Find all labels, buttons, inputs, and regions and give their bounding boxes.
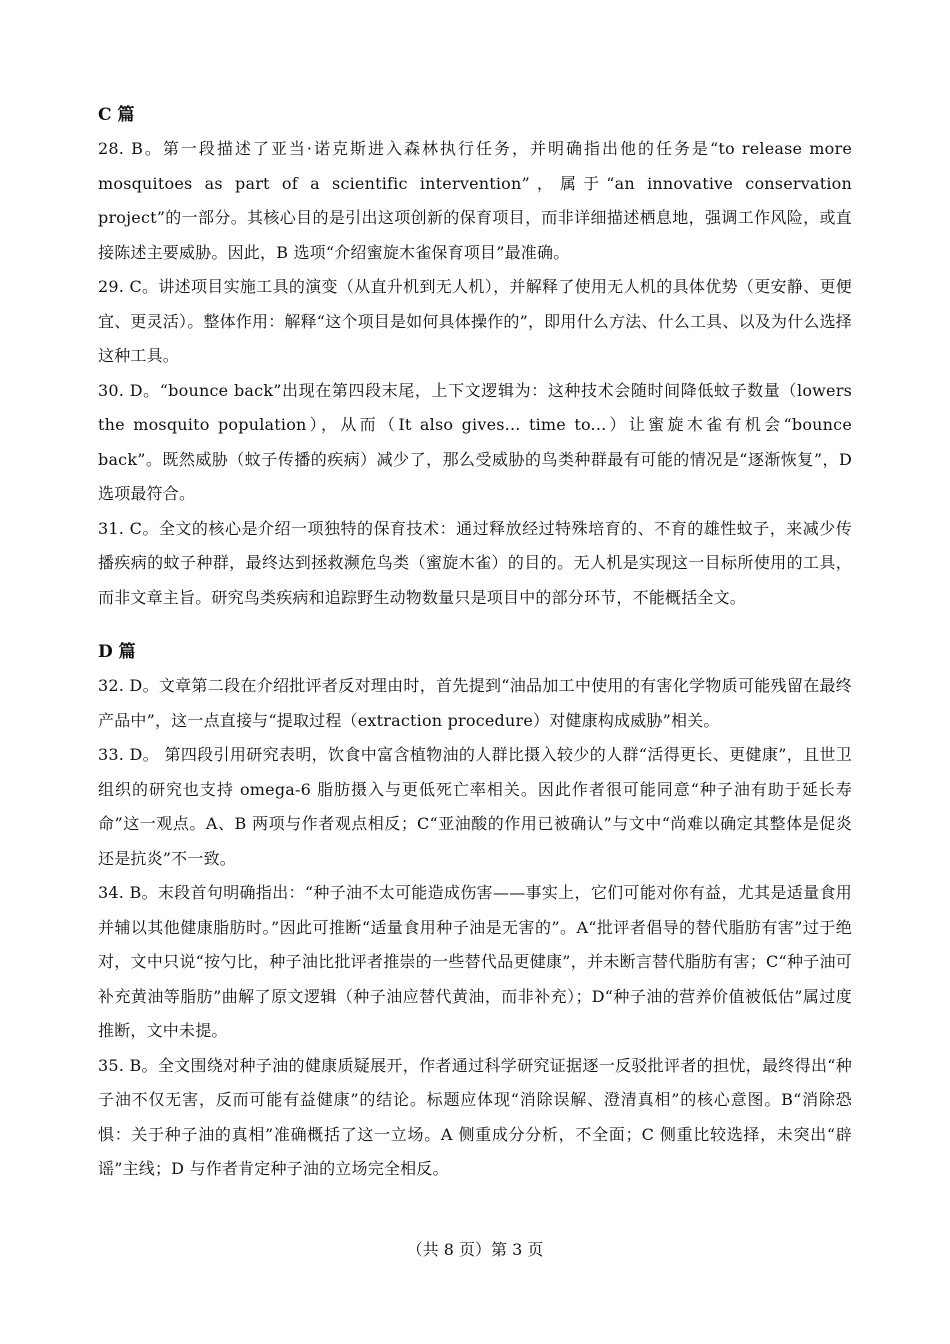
answer-explanations [98,98,852,1187]
page-footer: （共 8 页）第 3 页 [406,1240,544,1259]
section-title: C 篇 [98,105,135,125]
answer-30: 30. D。“bounce back”出现在第四段末尾，上下文逻辑为：这种技术会随时间降低蚊子数量（lowers the mosquito population），从而（It also gives... time to...）让蜜旋木雀有机会“bounce back”。既然威胁（蚊子传播的疾病）减少了，那么受威胁的鸟类种群最有可能的情况是“逐渐恢复”，D 选项最符合。 [98,380,852,503]
answer-29: 29. C。讲述项目实施工具的演变（从直升机到无人机），并解释了使用无人机的具体优势（更安静、更便宜、更灵活）。整体作用：解释“这个项目是如何具体操作的”，即用什么方法、什么工具、以及为什么选择这种工具。 [98,277,852,365]
answer-31: 31. C。全文的核心是介绍一项独特的保育技术：通过释放经过特殊培育的、不育的雄性蚊子，来减少传播疾病的蚊子种群，最终达到拯救濒危鸟类（蜜旋木雀）的目的。无人机是实现这一目标所使用的工具，而非文章主旨。研究鸟类疾病和追踪野生动物数量只是项目中的部分环节，不能概括全文。 [98,518,852,607]
answer-33: 33. D。 第四段引用研究表明，饮食中富含植物油的人群比摄入较少的人群“活得更长、更健康”，且世卫组织的研究也支持 omega-6 脂肪摄入与更低死亡率相关。因此作者很可能同意“种子油有助于延长寿命”这一观点。A、B 两项与作者观点相反；C“亚油酸的作用已被确认”与文中“尚难以确定其整体是促炎还是抗炎”不一致。 [98,745,852,868]
section-d [98,635,852,1187]
section-title: D 篇 [98,642,136,662]
answer-32: 32. D。文章第二段在介绍批评者反对理由时，首先提到“油品加工中使用的有害化学物质可能残留在最终产品中”，这一点直接与“提取过程（extraction procedure）对健康构成威胁”相关。 [98,676,852,730]
section-divider [98,615,852,635]
answer-34: 34. B。末段首句明确指出：“种子油不太可能造成伤害——事实上，它们可能对你有益，尤其是适量食用并辅以其他健康脂肪时。”因此可推断“适量食用种子油是无害的”。A“批评者倡导的替代脂肪有害”过于绝对，文中只说“按勺比，种子油比批评者推崇的一些替代品更健康”，并未断言替代脂肪有害；C“种子油可补充黄油等脂肪”曲解了原文逻辑（种子油应替代黄油，而非补充）；D“种子油的营养价值被低估”属过度推断，文中未提。 [98,883,852,1040]
section-c [98,98,852,615]
answer-28: 28. B。第一段描述了亚当·诺克斯进入森林执行任务，并明确指出他的任务是“to release more mosquitoes as part of a scientific intervention”，属于“an innovative conservation project”的一部分。其核心目的是引出这项创新的保育项目，而非详细描述栖息地，强调工作风险，或直接陈述主要威胁。因此，B 选项“介绍蜜旋木雀保育项目”最准确。 [98,139,852,262]
answer-35: 35. B。全文围绕对种子油的健康质疑展开，作者通过科学研究证据逐一反驳批评者的担忧，最终得出“种子油不仅无害，反而可能有益健康”的结论。标题应体现“消除误解、澄清真相”的核心意图。B“消除恐惧：关于种子油的真相”准确概括了这一立场。A 侧重成分分析，不全面；C 侧重比较选择，未突出“辟谣”主线；D 与作者肯定种子油的立场完全相反。 [98,1055,852,1178]
